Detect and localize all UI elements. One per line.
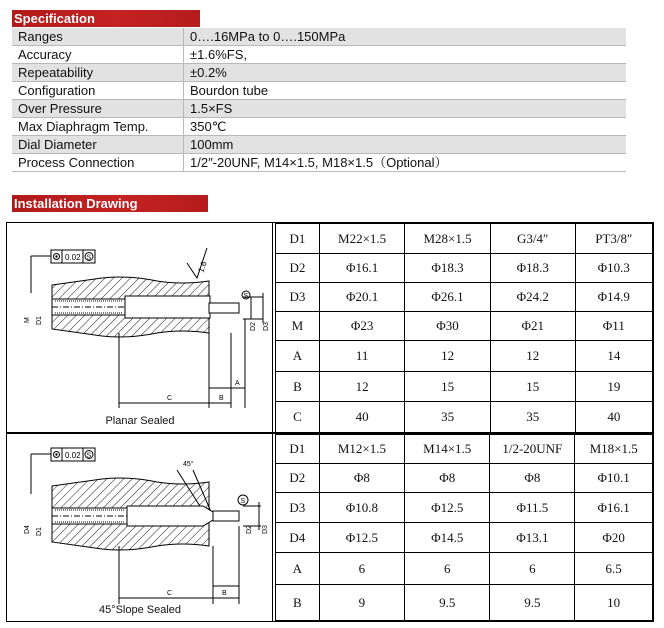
label-b-2: B <box>222 590 227 597</box>
table-row <box>276 312 653 341</box>
row-key: D2 <box>276 254 320 283</box>
table-cell: Φ8 <box>490 464 575 493</box>
installation-drawing-header: Installation Drawing <box>12 195 208 212</box>
spec-label: Process Connection <box>12 154 184 172</box>
table-cell: 6 <box>405 553 490 585</box>
spec-value: 0….16MPa to 0….150MPa <box>184 28 627 46</box>
spec-row <box>12 82 626 100</box>
table-cell: M14×1.5 <box>405 435 490 464</box>
row-key: D1 <box>276 224 320 254</box>
table-cell: Φ24.2 <box>490 283 575 312</box>
table-row <box>276 283 653 312</box>
spec-label: Over Pressure <box>12 100 184 118</box>
spec-value: 1/2″-20UNF, M14×1.5, M18×1.5（Optional） <box>184 154 627 172</box>
table-row <box>276 372 653 402</box>
slope-sealed-figure <box>7 434 273 621</box>
planar-dimensions-table <box>275 223 653 433</box>
table-cell: 15 <box>490 372 575 402</box>
table-cell: M22×1.5 <box>319 224 404 254</box>
slope-sealed-drawing <box>7 434 273 621</box>
table-cell: 35 <box>405 402 490 433</box>
datum-s-label-2: S <box>243 293 249 300</box>
table-row <box>276 585 653 621</box>
table-cell: 9.5 <box>405 585 490 621</box>
row-key: B <box>276 372 320 402</box>
table-cell: 15 <box>405 372 490 402</box>
table-cell: Φ20 <box>575 523 653 553</box>
table-cell: PT3/8″ <box>575 224 652 254</box>
table-cell: Φ14.9 <box>575 283 652 312</box>
table-row <box>276 254 653 283</box>
datum-s-label: S <box>86 254 92 262</box>
table-cell: Φ16.1 <box>575 493 653 523</box>
table-cell: 12 <box>405 341 490 372</box>
table-cell: G3/4″ <box>490 224 575 254</box>
table-cell: Φ13.1 <box>490 523 575 553</box>
table-cell: 9 <box>319 585 404 621</box>
table-row <box>276 402 653 433</box>
table-cell: Φ14.5 <box>405 523 490 553</box>
planar-sealed-figure <box>7 223 273 433</box>
spec-label: Ranges <box>12 28 184 46</box>
row-key: A <box>276 553 320 585</box>
table-cell: Φ16.1 <box>319 254 404 283</box>
spec-row <box>12 136 626 154</box>
tolerance-value: 0.02 <box>65 253 81 262</box>
table-cell: 1/2-20UNF <box>490 435 575 464</box>
row-key: D1 <box>276 435 320 464</box>
datum-s-label-3: S <box>86 452 92 460</box>
spec-value: Bourdon tube <box>184 82 627 100</box>
label-d1: D1 <box>36 316 43 325</box>
table-cell: Φ10.1 <box>575 464 653 493</box>
table-cell: Φ21 <box>490 312 575 341</box>
table-cell: M18×1.5 <box>575 435 653 464</box>
spec-label: Configuration <box>12 82 184 100</box>
table-cell: Φ18.3 <box>405 254 490 283</box>
table-row <box>276 553 653 585</box>
planar-sealed-caption: Planar Sealed <box>105 415 175 427</box>
spec-label: Repeatability <box>12 64 184 82</box>
table-cell: Φ20.1 <box>319 283 404 312</box>
spec-row <box>12 46 626 64</box>
table-cell: M28×1.5 <box>405 224 490 254</box>
spec-label: Dial Diameter <box>12 136 184 154</box>
slope-sealed-caption: 45°Slope Sealed <box>98 604 182 616</box>
table-cell: Φ8 <box>319 464 404 493</box>
roughness-value: 1.6 <box>196 260 209 274</box>
label-c: C <box>167 395 173 402</box>
table-cell: 40 <box>319 402 404 433</box>
label-d2: D2 <box>250 322 257 331</box>
planar-sealed-drawing <box>7 223 273 433</box>
spec-value: ±1.6%FS, <box>184 46 627 64</box>
table-cell: 12 <box>490 341 575 372</box>
spec-value: ±0.2% <box>184 64 627 82</box>
table-cell: Φ23 <box>319 312 404 341</box>
row-key: D2 <box>276 464 320 493</box>
table-cell: 35 <box>490 402 575 433</box>
table-cell: Φ10.3 <box>575 254 652 283</box>
specification-table <box>12 28 626 172</box>
slope-dimensions-table <box>275 434 653 621</box>
specification-header: Specification <box>12 10 200 27</box>
table-row <box>276 464 653 493</box>
row-key: D3 <box>276 283 320 312</box>
row-key: C <box>276 402 320 433</box>
spec-value: 350℃ <box>184 118 627 136</box>
row-key: B <box>276 585 320 621</box>
row-key: A <box>276 341 320 372</box>
angle-label: 45° <box>183 461 194 468</box>
table-cell: 6 <box>490 553 575 585</box>
label-d3: D3 <box>263 322 270 331</box>
table-cell: 6 <box>319 553 404 585</box>
table-cell: Φ26.1 <box>405 283 490 312</box>
table-cell: Φ12.5 <box>319 523 404 553</box>
table-cell: Φ11 <box>575 312 652 341</box>
label-m: M <box>24 317 31 323</box>
label-c-2: C <box>167 590 173 597</box>
tolerance-value-2: 0.02 <box>65 451 81 460</box>
table-cell: 6.5 <box>575 553 653 585</box>
label-a: A <box>235 380 240 387</box>
table-row <box>276 435 653 464</box>
table-cell: 11 <box>319 341 404 372</box>
table-row <box>276 493 653 523</box>
table-cell: M12×1.5 <box>319 435 404 464</box>
label-d1-2: D1 <box>36 527 43 536</box>
spec-row <box>12 28 626 46</box>
table-cell: Φ18.3 <box>490 254 575 283</box>
table-cell: Φ12.5 <box>405 493 490 523</box>
table-cell: 19 <box>575 372 652 402</box>
label-d4: D4 <box>24 525 31 534</box>
table-row <box>276 341 653 372</box>
label-d2-2: D2 <box>246 525 253 534</box>
spec-row <box>12 64 626 82</box>
label-b: B <box>219 395 224 402</box>
table-row <box>276 224 653 254</box>
row-key: D3 <box>276 493 320 523</box>
table-row <box>276 523 653 553</box>
spec-label: Accuracy <box>12 46 184 64</box>
table-cell: Φ8 <box>405 464 490 493</box>
spec-value: 100mm <box>184 136 627 154</box>
table-cell: 12 <box>319 372 404 402</box>
table-cell: Φ10.8 <box>319 493 404 523</box>
row-key: M <box>276 312 320 341</box>
spec-row <box>12 100 626 118</box>
row-key: D4 <box>276 523 320 553</box>
table-cell: 9.5 <box>490 585 575 621</box>
spec-row <box>12 154 626 172</box>
installation-drawing-panel <box>6 222 654 622</box>
label-d3-2: D3 <box>262 525 269 534</box>
spec-row <box>12 118 626 136</box>
spec-value: 1.5×FS <box>184 100 627 118</box>
datum-s-label-4: S <box>240 498 246 505</box>
spec-label: Max Diaphragm Temp. <box>12 118 184 136</box>
table-cell: 40 <box>575 402 652 433</box>
table-cell: Φ11.5 <box>490 493 575 523</box>
table-cell: 14 <box>575 341 652 372</box>
table-cell: 10 <box>575 585 653 621</box>
table-cell: Φ30 <box>405 312 490 341</box>
